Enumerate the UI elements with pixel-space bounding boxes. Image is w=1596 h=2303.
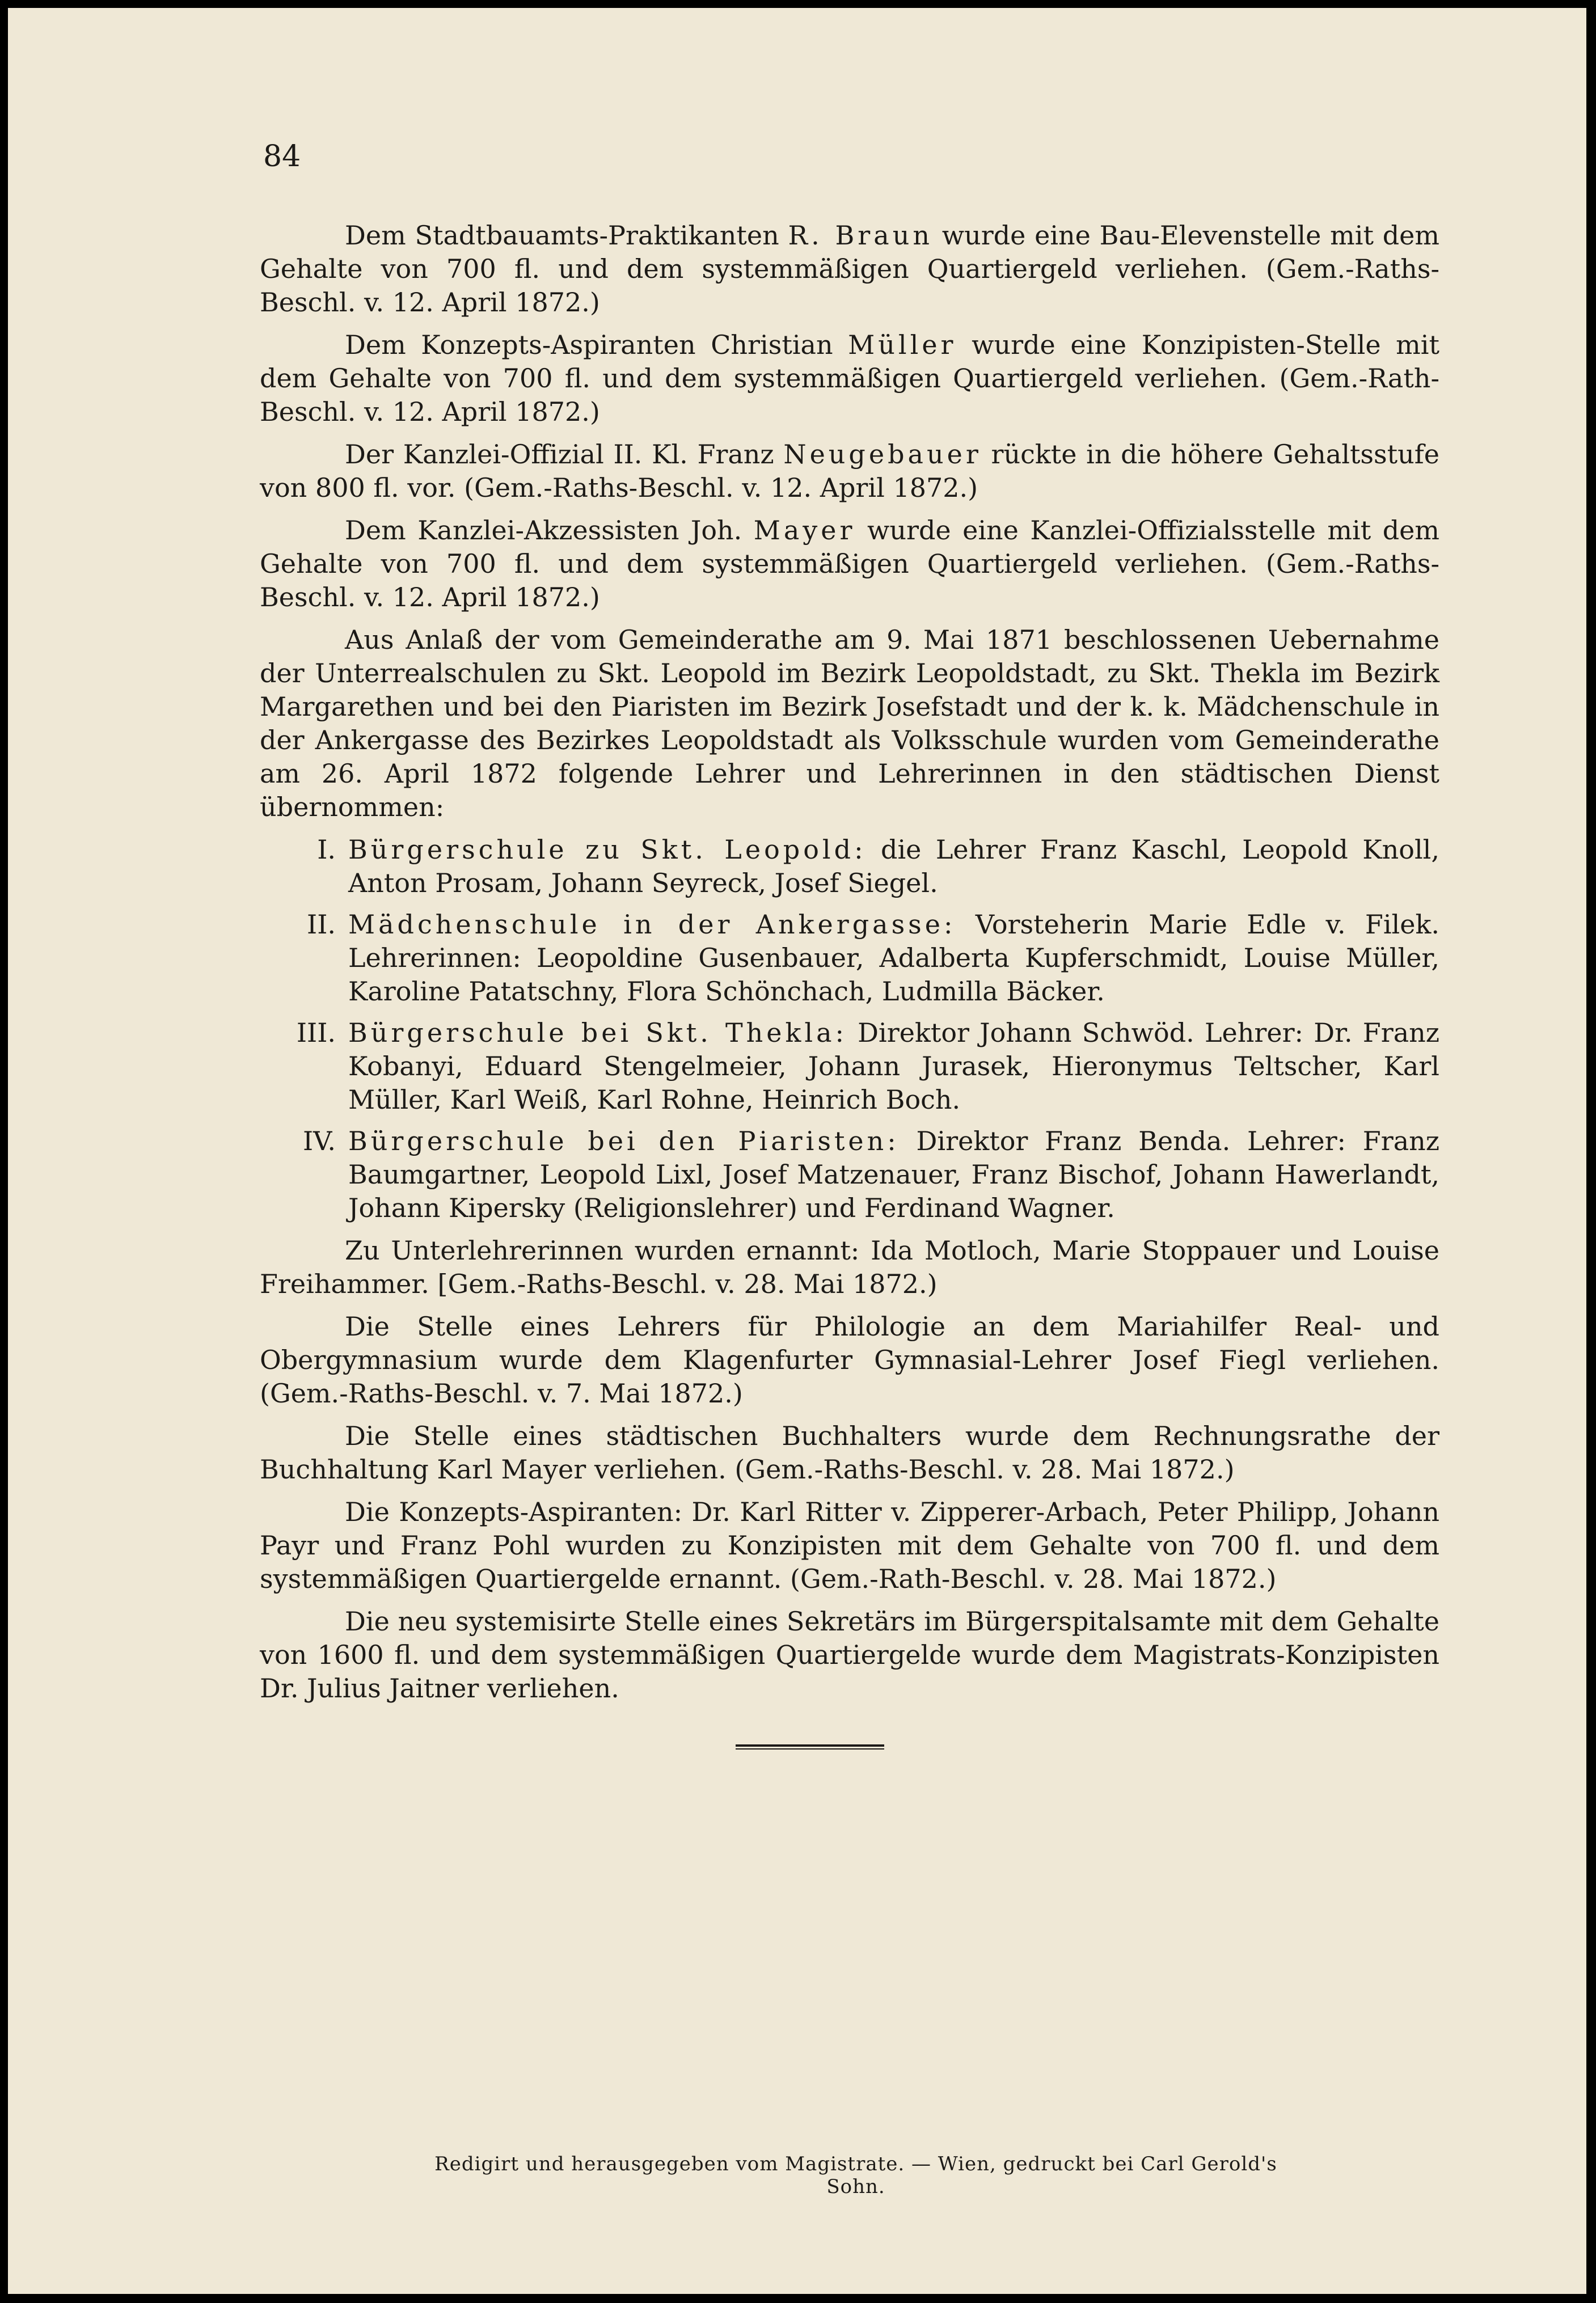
school-name: Bürgerschule bei den Piaristen: — [348, 1126, 900, 1156]
text-segment: Der Kanzlei-Offizial II. Kl. Franz — [345, 439, 784, 470]
list-number: IV. — [303, 1126, 336, 1156]
school-name: Mädchenschule in der Ankergasse: — [348, 909, 956, 940]
person-name: Neugebauer — [783, 439, 982, 470]
school-staff: Vorsteherin Marie Edle v. Filek. Lehrerinnen: Leopoldine Gusenbauer, Adalberta Kupferschmidt, Louise Müller, Karoline Patatschny, Flora Schönchach, Ludmilla Bäcker. — [348, 909, 1439, 1007]
person-name: Müller — [848, 329, 957, 360]
text-segment: Dem Kanzlei-Akzessisten Joh. — [345, 515, 754, 546]
paragraph-mueller — [260, 328, 1439, 429]
list-text — [348, 1125, 1439, 1225]
list-number: III. — [296, 1017, 336, 1048]
paragraph-school-takeover: Aus Anlaß der vom Gemeinderathe am 9. Mai 1871 beschlossenen Uebernahme der Unterrealschulen zu Skt. Leopold im Bezirk Leopoldstadt, zu Skt. Thekla im Bezirk Margarethen und bei den Piaristen im Bezirk Josefstadt und der k. k. Mädchenschule in der Ankergasse des Bezirkes Leopoldstadt als Volksschule wurden vom Gemeinderathe am 26. April 1872 folgende Lehrer und Lehrerinnen in den städtischen Dienst übernommen: — [260, 624, 1439, 822]
school-staff: die Lehrer Franz Kaschl, Leopold Knoll, Anton Prosam, Johann Seyreck, Josef Siegel. — [348, 834, 1439, 898]
paragraph-braun — [260, 219, 1439, 319]
scanned-page — [8, 8, 1586, 2294]
text-segment: wurde eine Bau-Elevenstelle mit dem Gehalte von 700 fl. und dem systemmäßigen Quartiergeld verliehen. (Gem.-Raths-Beschl. v. 12. April 1872.) — [260, 220, 1439, 318]
list-text — [348, 908, 1439, 1008]
text-segment: wurde eine Konzipisten-Stelle mit dem Gehalte von 700 fl. und dem systemmäßigen Quartiergeld verliehen. (Gem.-Rath-Beschl. v. 12. April 1872.) — [260, 329, 1439, 427]
paragraph-sekretaer: Die neu systemisirte Stelle eines Sekretärs im Bürgerspitalsamte mit dem Gehalte von 1600 fl. und dem systemmäßigen Quartiergelde wurde dem Magistrats-Konzipisten Dr. Julius Jaitner verliehen. — [260, 1606, 1439, 1704]
list-item — [260, 833, 1439, 900]
text-segment: rückte in die höhere Gehaltsstufe von 800 fl. vor. (Gem.-Raths-Beschl. v. 12. April 1872.) — [260, 439, 1439, 503]
text-segment: wurde eine Kanzlei-Offizialsstelle mit dem Gehalte von 700 fl. und dem systemmäßigen Quartiergeld verliehen. (Gem.-Raths-Beschl. v. 12. April 1872.) — [260, 515, 1439, 612]
paragraph-philologie: Die Stelle eines Lehrers für Philologie an dem Mariahilfer Real- und Obergymnasium wurde dem Klagenfurter Gymnasial-Lehrer Josef Fiegl verliehen. (Gem.-Raths-Beschl. v. 7. Mai 1872.) — [260, 1311, 1439, 1409]
text-segment: Dem Konzepts-Aspiranten Christian — [345, 329, 848, 360]
body-text — [260, 219, 1439, 1714]
text-segment: Dem Stadtbauamts-Praktikanten — [345, 220, 788, 251]
paragraph-konzipisten: Die Konzepts-Aspiranten: Dr. Karl Ritter v. Zipperer-Arbach, Peter Philipp, Johann Payr und Franz Pohl wurden zu Konzipisten mit dem Gehalte von 700 fl. und dem systemmäßigen Quartiergelde ernannt. (Gem.-Rath-Beschl. v. 28. Mai 1872.) — [260, 1497, 1439, 1594]
school-name: Bürgerschule bei Skt. Thekla: — [348, 1017, 848, 1048]
school-staff: Direktor Johann Schwöd. Lehrer: Dr. Franz Kobanyi, Eduard Stengelmeier, Johann Jurasek, Hieronymus Teltscher, Karl Müller, Karl Weiß, Karl Rohne, Heinrich Boch. — [348, 1017, 1439, 1115]
paragraph-unterlehrerinnen: Zu Unterlehrerinnen wurden ernannt: Ida Motloch, Marie Stoppauer und Louise Freihammer. [Gem.-Raths-Beschl. v. 28. Mai 1872.) — [260, 1235, 1439, 1299]
paragraph-mayer — [260, 514, 1439, 614]
school-name: Bürgerschule zu Skt. Leopold: — [348, 834, 867, 865]
list-text — [348, 833, 1439, 900]
page-number: 84 — [263, 140, 301, 174]
school-staff: Direktor Franz Benda. Lehrer: Franz Baumgartner, Leopold Lixl, Josef Matzenauer, Franz Bischof, Johann Hawerlandt, Johann Kipersky (Religionslehrer) und Ferdinand Wagner. — [348, 1126, 1439, 1223]
list-item — [260, 1125, 1439, 1225]
imprint-footer: Redigirt und herausgegeben vom Magistrate. — Wien, gedruckt bei Carl Gerold's Sohn. — [434, 2153, 1277, 2198]
person-name: R. Braun — [788, 220, 933, 251]
section-divider — [736, 1744, 884, 1750]
list-text — [348, 1016, 1439, 1117]
list-item — [260, 908, 1439, 1008]
list-item — [260, 1016, 1439, 1117]
list-number: II. — [307, 909, 336, 940]
school-list — [260, 833, 1439, 1225]
person-name: Mayer — [753, 515, 856, 546]
list-number: I. — [317, 834, 336, 865]
paragraph-neugebauer — [260, 438, 1439, 505]
paragraph-buchhalter: Die Stelle eines städtischen Buchhalters wurde dem Rechnungsrathe der Buchhaltung Karl Mayer verliehen. (Gem.-Raths-Beschl. v. 28. Mai 1872.) — [260, 1421, 1439, 1485]
